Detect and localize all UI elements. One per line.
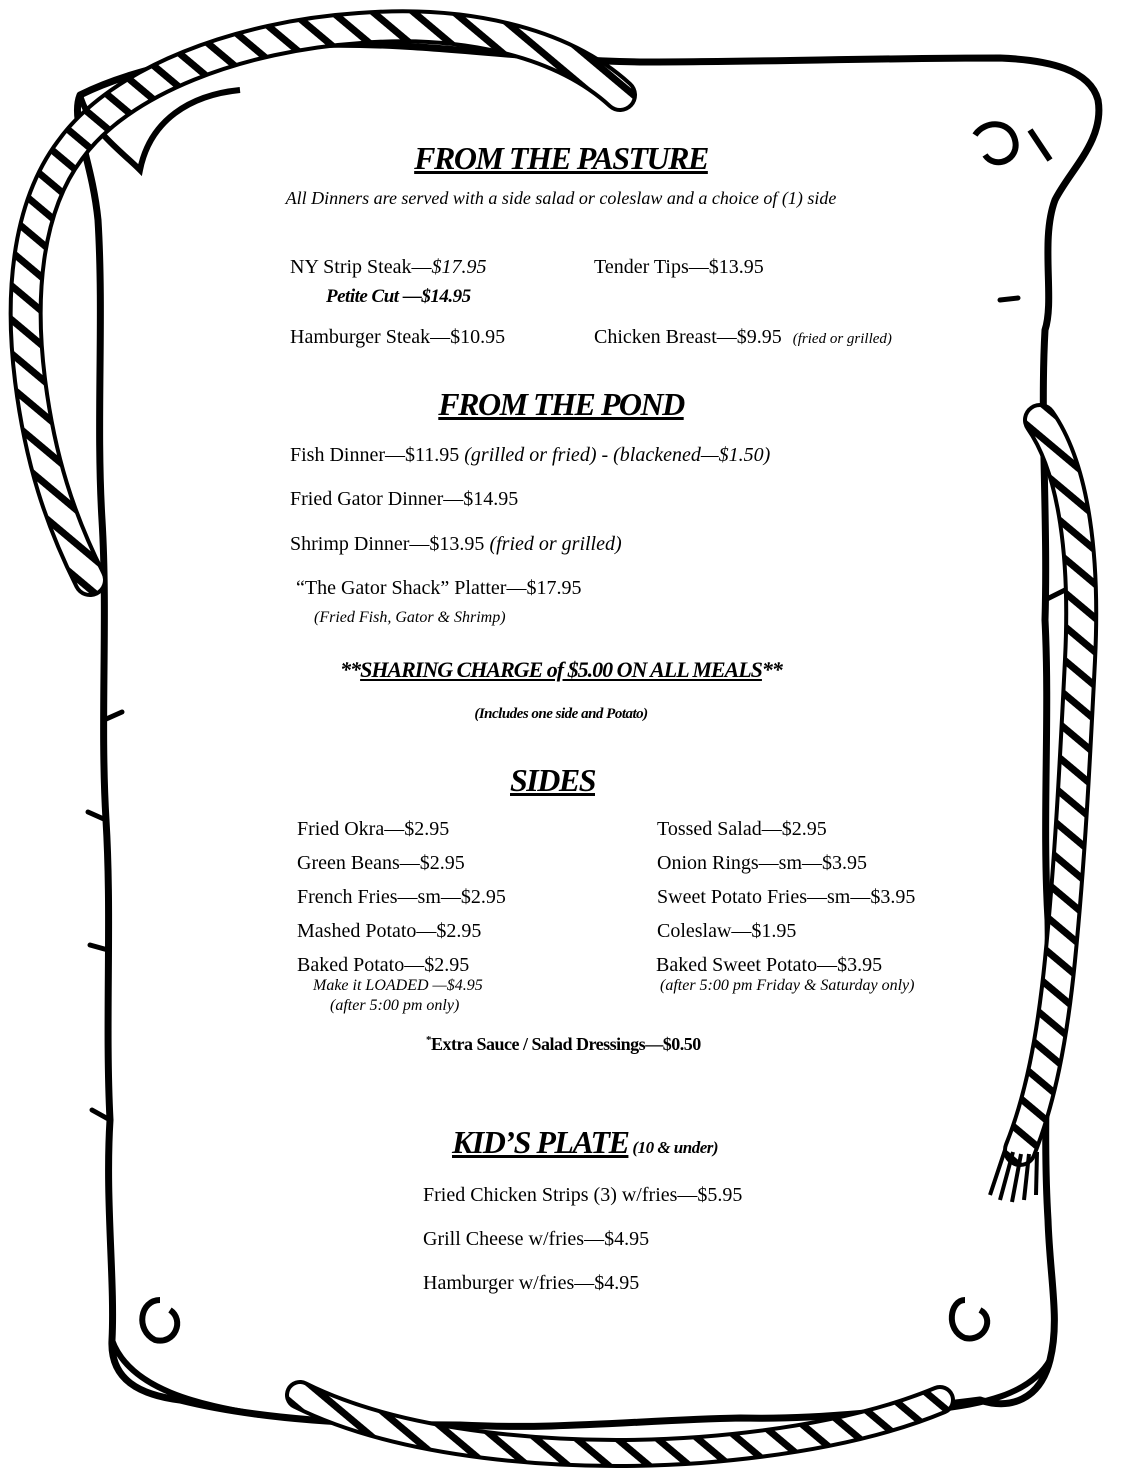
hamburger-steak-item: Hamburger Steak—$10.95 bbox=[290, 326, 506, 348]
sharing-charge-notice bbox=[0, 657, 1122, 683]
pasture-subtitle: All Dinners are served with a side salad or coleslaw and a choice of (1) side bbox=[285, 188, 837, 208]
extra-sauce-star: * bbox=[426, 1034, 431, 1046]
side-baked-potato: Baked Potato—$2.95 bbox=[297, 954, 470, 976]
side-loaded-note: (after 5:00 pm only) bbox=[330, 997, 460, 1014]
petite-cut-item: Petite Cut —$14.95 bbox=[326, 286, 471, 307]
fish-dinner-note: (grilled or fried) - (blackened—$1.50) bbox=[464, 444, 771, 466]
fried-gator-item: Fried Gator Dinner—$14.95 bbox=[290, 488, 519, 510]
ny-strip-item bbox=[290, 256, 486, 279]
pond-heading: FROM THE POND bbox=[438, 386, 684, 422]
tender-tips-item: Tender Tips—$13.95 bbox=[594, 256, 764, 278]
sharing-stars-right: ** bbox=[761, 657, 782, 682]
shrimp-dinner-label: Shrimp Dinner—$13.95 bbox=[290, 533, 485, 555]
extra-sauce-item bbox=[426, 1034, 701, 1055]
kids-fried-chicken-strips: Fried Chicken Strips (3) w/fries—$5.95 bbox=[423, 1184, 743, 1206]
chicken-breast-note: (fried or grilled) bbox=[792, 331, 892, 347]
side-loaded-option: Make it LOADED —$4.95 bbox=[313, 977, 483, 994]
kids-hamburger: Hamburger w/fries—$4.95 bbox=[423, 1272, 640, 1294]
kids-plate-age-note: (10 & under) bbox=[632, 1138, 719, 1157]
side-onion-rings: Onion Rings—sm—$3.95 bbox=[657, 852, 868, 874]
kids-plate-title bbox=[452, 1124, 718, 1161]
gator-shack-platter-note: (Fried Fish, Gator & Shrimp) bbox=[314, 609, 506, 626]
side-baked-sweet-potato: Baked Sweet Potato—$3.95 bbox=[656, 954, 883, 976]
side-mashed-potato: Mashed Potato—$2.95 bbox=[297, 920, 482, 942]
kids-plate-heading: KID’S PLATE bbox=[452, 1124, 629, 1160]
extra-sauce-label: Extra Sauce / Salad Dressings—$0.50 bbox=[431, 1034, 701, 1054]
sharing-stars-left: ** bbox=[340, 657, 361, 682]
side-coleslaw: Coleslaw—$1.95 bbox=[657, 920, 797, 942]
chicken-breast-item bbox=[594, 326, 892, 349]
shrimp-dinner-note: (fried or grilled) bbox=[489, 533, 622, 555]
side-french-fries: French Fries—sm—$2.95 bbox=[297, 886, 506, 908]
fish-dinner-item bbox=[290, 444, 770, 467]
kids-grill-cheese: Grill Cheese w/fries—$4.95 bbox=[423, 1228, 650, 1250]
pasture-heading: FROM THE PASTURE bbox=[414, 140, 708, 176]
sharing-charge-text: SHARING CHARGE of $5.00 ON ALL MEALS bbox=[360, 657, 762, 682]
sides-heading: SIDES bbox=[510, 762, 595, 798]
sharing-charge-note: (Includes one side and Potato) bbox=[474, 706, 648, 722]
side-green-beans: Green Beans—$2.95 bbox=[297, 852, 465, 874]
ny-strip-name: NY Strip Steak— bbox=[290, 256, 432, 278]
side-fried-okra: Fried Okra—$2.95 bbox=[297, 818, 450, 840]
gator-shack-platter-item: “The Gator Shack” Platter—$17.95 bbox=[296, 577, 582, 599]
side-tossed-salad: Tossed Salad—$2.95 bbox=[657, 818, 827, 840]
side-baked-sweet-potato-note: (after 5:00 pm Friday & Saturday only) bbox=[660, 977, 915, 994]
side-sweet-potato-fries: Sweet Potato Fries—sm—$3.95 bbox=[657, 886, 916, 908]
chicken-breast-label: Chicken Breast—$9.95 bbox=[594, 326, 782, 348]
fish-dinner-label: Fish Dinner—$11.95 bbox=[290, 444, 460, 466]
shrimp-dinner-item bbox=[290, 533, 622, 556]
ny-strip-price: $17.95 bbox=[431, 256, 487, 278]
